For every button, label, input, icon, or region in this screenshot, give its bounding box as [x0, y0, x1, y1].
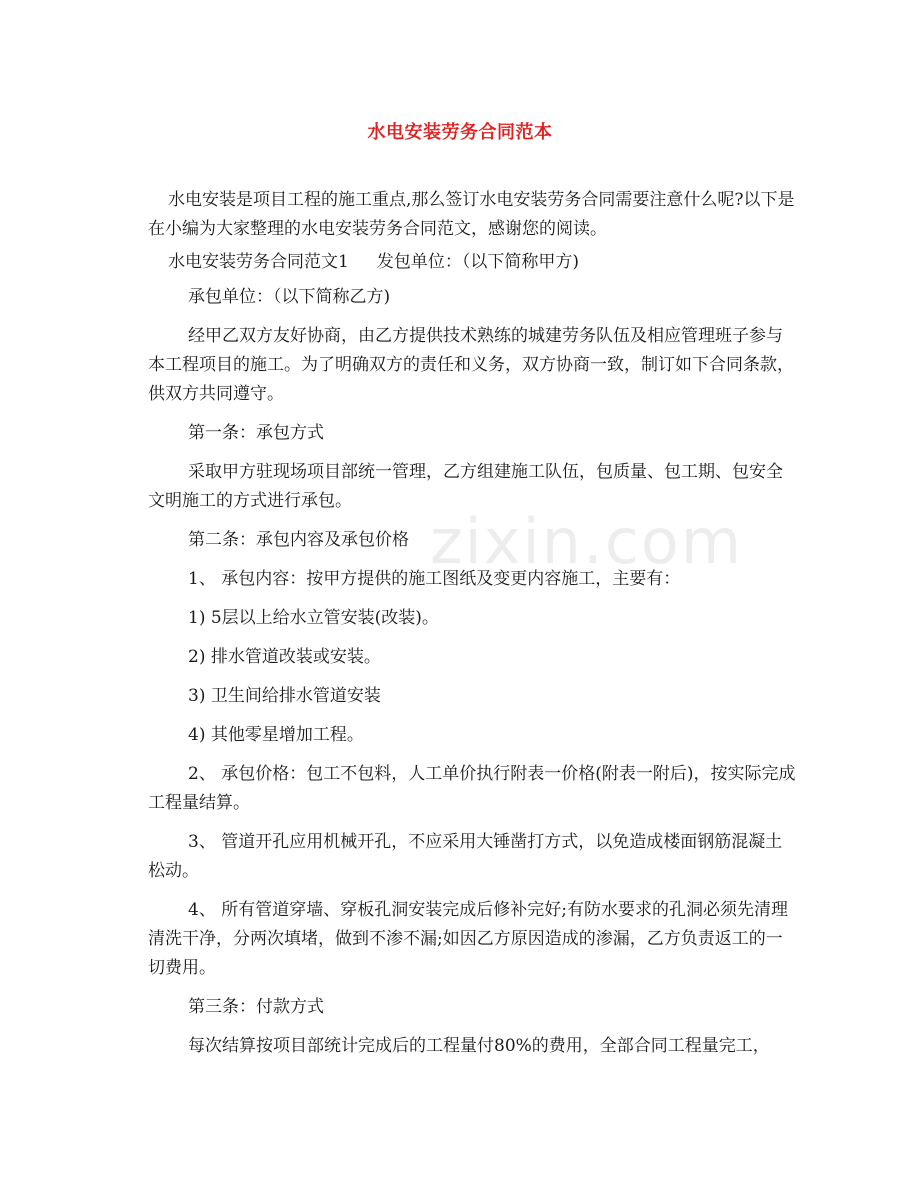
article-1-text: 采取甲方驻现场项目部统一管理，乙方组建施工队伍，包质量、包工期、包安全文明施工的方式进行承包。 — [148, 462, 783, 511]
article-2-item-4: 4、 所有管道穿墙、穿板孔洞安装完成后修补完好;有防水要求的孔洞必须先清理清洗干净，分两次填堵，做到不渗不漏;如因乙方原因造成的渗漏，乙方负责返工的一切费用。 — [148, 900, 788, 978]
article-2-sub-1: 1) 5层以上给水立管安装(改装)。 — [188, 608, 439, 628]
sample-label: 水电安装劳务合同范文1 — [168, 252, 349, 272]
watermark: zixin.com — [430, 505, 744, 578]
article-1-title: 第一条：承包方式 — [188, 423, 324, 443]
article-2-item-3: 3、 管道开孔应用机械开孔，不应采用大锤凿打方式，以免造成楼面钢筋混凝土松动。 — [148, 832, 783, 881]
article-2-item-2: 2、 承包价格：包工不包料，人工单价执行附表一价格(附表一附后)，按实际完成工程量结算。 — [148, 764, 796, 813]
agreement-paragraph: 经甲乙双方友好协商，由乙方提供技术熟练的城建劳务队伍及相应管理班子参与本工程项目的施工。为了明确双方的责任和义务，双方协商一致，制订如下合同条款，供双方共同遵守。 — [148, 326, 794, 404]
article-2-sub-3: 3) 卫生间给排水管道安装 — [188, 686, 381, 706]
article-2-sub-2: 2) 排水管道改装或安装。 — [188, 647, 381, 667]
article-3-title: 第三条：付款方式 — [188, 997, 324, 1017]
party-a-line: 发包单位：（以下简称甲方) — [376, 252, 579, 272]
article-2-item-1: 1、 承包内容：按甲方提供的施工图纸及变更内容施工，主要有： — [188, 569, 681, 589]
document-title: 水电安装劳务合同范本 — [367, 122, 553, 143]
article-2-sub-4: 4) 其他零星增加工程。 — [188, 725, 364, 745]
document-body — [148, 186, 796, 1071]
party-b-line: 承包单位：（以下简称乙方) — [188, 287, 391, 307]
article-2-title: 第二条：承包内容及承包价格 — [188, 530, 409, 550]
article-3-text: 每次结算按项目部统计完成后的工程量付80%的费用，全部合同工程量完工， — [188, 1036, 770, 1056]
sample-header-line — [148, 248, 796, 277]
intro-paragraph: 水电安装是项目工程的施工重点,那么签订水电安装劳务合同需要注意什么呢?以下是在小编为大家整理的水电安装劳务合同范文，感谢您的阅读。 — [148, 190, 795, 239]
